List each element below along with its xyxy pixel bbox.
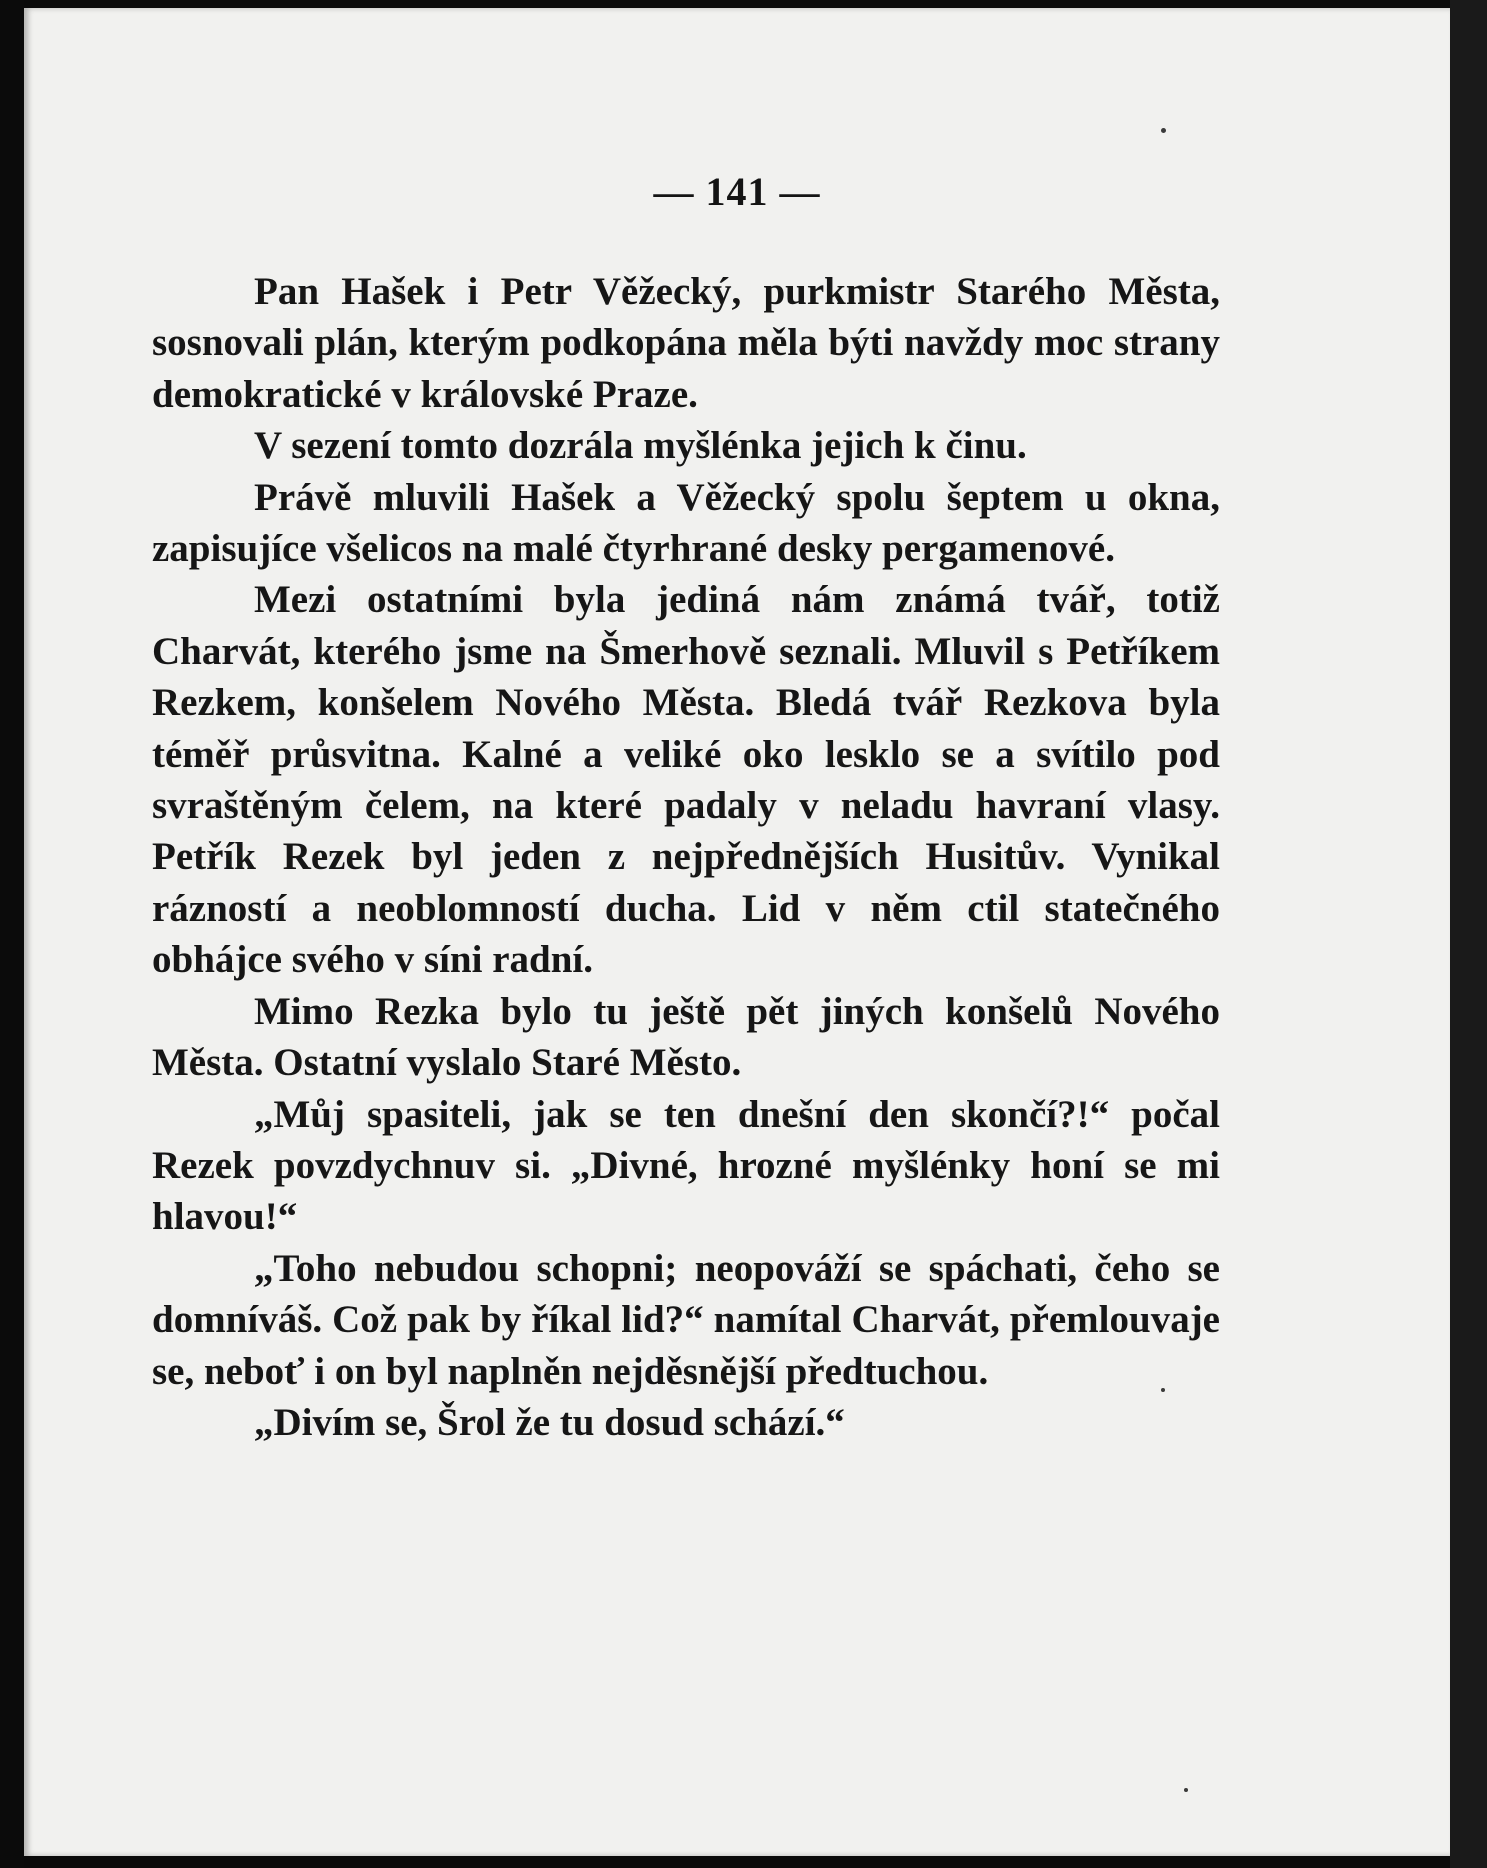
paragraph: V sezení tomto dozrála myšlénka jejich k činu. xyxy=(254,424,1027,468)
paragraph: „Divím se, Šrol že tu dosud schází.“ xyxy=(254,1400,845,1444)
scan-border-right xyxy=(1450,0,1487,1868)
paragraph: Právě mluvili Hašek a Věžecký spolu šeptem u okna, zapisujíce všelicos na malé čtyrhrané desky pergamenové. xyxy=(152,475,1220,571)
paragraph: Pan Hašek i Petr Věžecký, purkmistr Starého Města, sosnovali plán, kterým podkopána měla býti navždy moc strany demokratické v královské Praze. xyxy=(152,270,1220,416)
paragraph: „Toho nebudou schopni; neopováží se spáchati, čeho se domníváš. Což pak by říkal lid?“ namítal Charvát, přemlouvaje se, neboť i on byl naplněn nejděsnější předtuchou. xyxy=(152,1246,1220,1393)
page-number: — 141 — xyxy=(653,169,821,214)
paragraph: Mezi ostatními byla jediná nám známá tvář, totiž Charvát, kterého jsme na Šmerhově seznali. Mluvil s Petříkem Rezkem, konšelem Nového Města. Bledá tvář Rezkova byla téměř průsvitna. Kalné a veliké oko lesklo se a svítilo pod svraštěným čelem, na které padaly v neladu havraní vlasy. Petřík Rezek byl jeden z nejpřednějších Husitův. Vynikal rázností a neoblomností ducha. Lid v něm ctil statečného obhájce svého v síni radní. xyxy=(152,578,1220,982)
scan-border-left xyxy=(0,0,24,1868)
book-page xyxy=(24,8,1450,1856)
paragraph: Mimo Rezka bylo tu ještě pět jiných konšelů Nového Města. Ostatní vyslalo Staré Město. xyxy=(152,989,1220,1085)
body-text xyxy=(152,266,1220,1448)
scan-speck xyxy=(1161,128,1166,133)
scan-speck xyxy=(1184,1788,1188,1792)
paragraph: „Můj spasiteli, jak se ten dnešní den skončí?!“ počal Rezek povzdychnuv si. „Divné, hrozné myšlénky honí se mi hlavou!“ xyxy=(152,1092,1220,1239)
